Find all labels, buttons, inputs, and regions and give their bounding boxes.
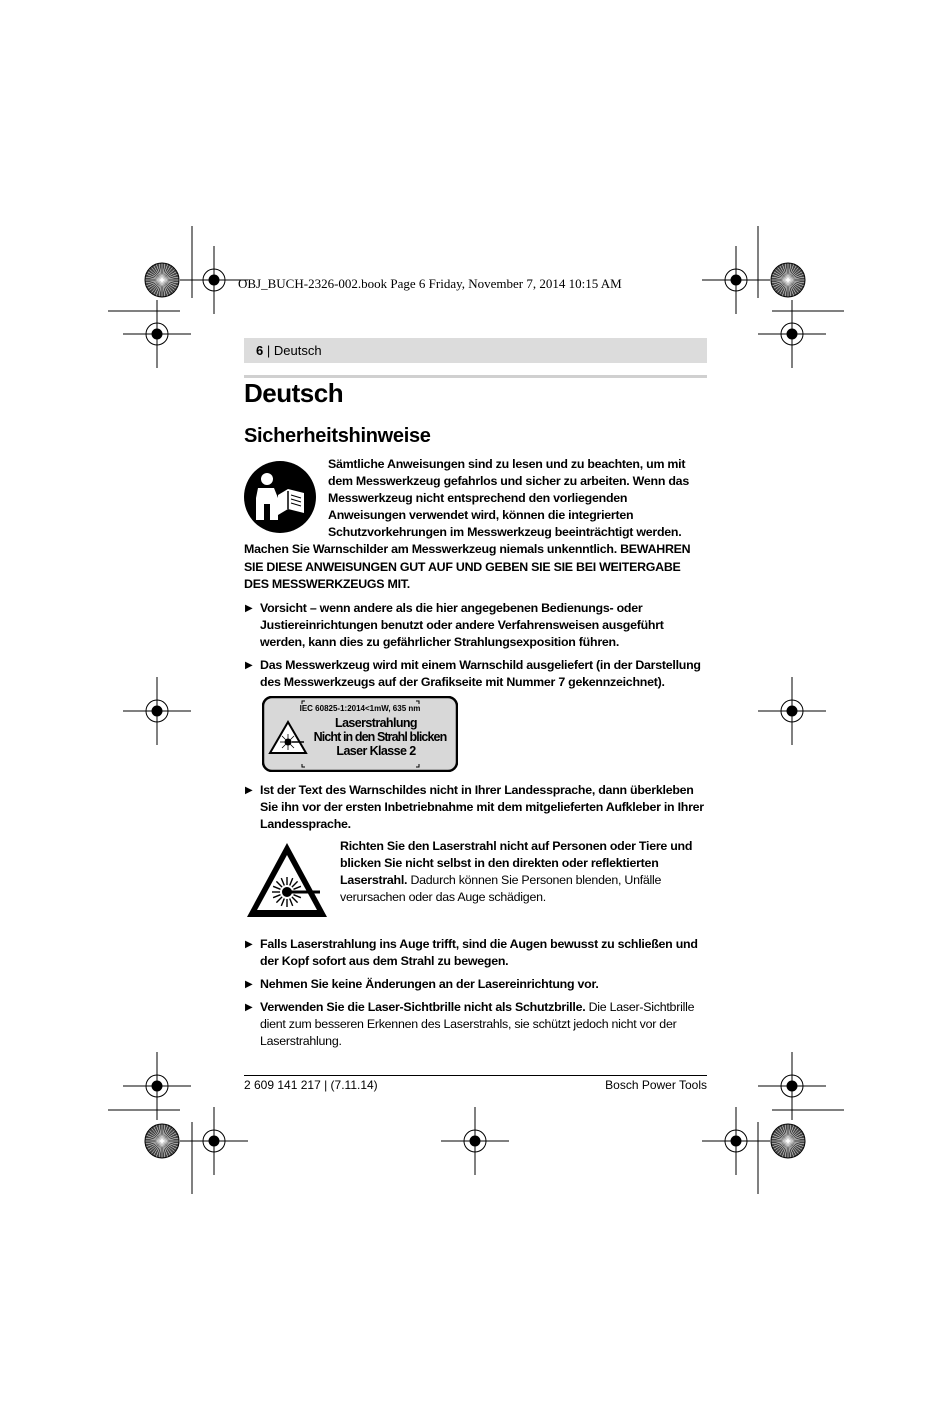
bullet-triangle-icon: ▶	[245, 1002, 253, 1014]
starburst-mark-icon	[145, 1124, 179, 1158]
page-header	[244, 338, 707, 363]
list-item	[244, 999, 707, 1050]
laser-warning-normal: Dadurch können Sie Personen blenden, Unfälle verursachen oder das Auge schädigen.	[340, 873, 662, 905]
section-title: Deutsch	[244, 378, 344, 408]
registration-crosshair-icon	[702, 1107, 770, 1175]
bullet-list-c	[244, 936, 707, 1057]
print-slug: OBJ_BUCH-2326-002.book Page 6 Friday, November 7, 2014 10:15 AM	[238, 276, 622, 291]
bullet-bold-text: Verwenden Sie die Laser-Sichtbrille nicht als Schutzbrille.	[260, 1000, 586, 1015]
label-line-2: Nicht in den Strahl blicken	[313, 730, 447, 744]
bullet-normal-text: Die Laser-Sichtbrille dient zum besseren Erkennen des Laserstrahls, sie schützt jedoch nicht vor der Laserstrahlung.	[260, 1000, 695, 1049]
registration-crosshair-icon	[123, 300, 191, 368]
bullet-triangle-icon: ▶	[245, 979, 253, 991]
footer-rule	[244, 1075, 707, 1076]
list-item	[244, 782, 707, 833]
intro-text: Sämtliche Anweisungen sind zu lesen und zu beachten, um mit dem Messwerkzeug gefahrlos und sicher zu arbeiten. Wenn das Messwerkzeug nicht entsprechend den vorliegenden Anweisungen verwendet wird, können die integrierten Schutzvorkehrungen im Messwerkzeug beeinträchtigt werden. Machen Sie Warnschilder am Messwerkzeug niemals unkenntlich. BEWAHREN SIE DIESE ANWEISUNGEN GUT AUF UND GEBEN SIE SIE BEI WEITERGABE DES MESSWERKZEUGS MIT.	[244, 457, 691, 591]
footer-brand: Bosch Power Tools	[605, 1078, 707, 1092]
label-spec-text: IEC 60825-1:2014<1mW, 635 nm	[299, 704, 421, 713]
bullet-bold-text: Das Messwerkzeug wird mit einem Warnschild ausgeliefert (in der Darstellung des Messwerkzeugs auf der Grafikseite mit Nummer 7 gekennzeichnet).	[260, 658, 701, 690]
footer-part-number: 2 609 141 217 | (7.11.14)	[244, 1078, 378, 1092]
bullet-list-a	[244, 600, 707, 697]
header-language: Deutsch	[273, 343, 322, 358]
label-line-1: Laserstrahlung	[335, 716, 417, 730]
bullet-triangle-icon: ▶	[245, 603, 253, 614]
laser-warning-block	[244, 838, 707, 926]
registration-crosshair-icon	[702, 246, 770, 314]
registration-crosshair-icon	[180, 1107, 248, 1175]
label-line-3: Laser Klasse 2	[336, 744, 416, 758]
list-item	[244, 976, 707, 993]
registration-crosshair-icon	[758, 677, 826, 745]
laser-hazard-icon	[244, 840, 330, 920]
page-number: 6	[256, 343, 264, 358]
bullet-triangle-icon: ▶	[245, 939, 253, 950]
section-subtitle: Sicherheitshinweise	[244, 425, 431, 447]
starburst-mark-icon	[771, 263, 805, 297]
laser-warning-bold: Richten Sie den Laserstrahl nicht auf Personen oder Tiere und blicken Sie nicht selbst in den direkten oder reflektierten Laserstrahl.	[340, 839, 693, 888]
starburst-mark-icon	[771, 1124, 805, 1158]
bullet-bold-text: Vorsicht – wenn andere als die hier angegebenen Bedienungs- oder Justiereinrichtungen benutzt oder andere Verfahrensweisen ausgeführt werden, kann dies zu gefährlicher Strahlungsexposition führen.	[260, 601, 664, 650]
bullet-bold-text: Nehmen Sie keine Änderungen an der Lasereinrichtung vor.	[260, 977, 599, 992]
read-manual-icon	[244, 461, 316, 533]
list-item	[244, 936, 707, 970]
bullet-triangle-icon: ▶	[245, 660, 253, 672]
bullet-bold-text: Ist der Text des Warnschildes nicht in Ihrer Landessprache, dann überkleben Sie ihn vor der ersten Inbetriebnahme mit dem mitgelieferten Aufkleber in Ihrer Landessprache.	[260, 783, 704, 832]
list-item	[244, 600, 707, 651]
intro-block	[244, 456, 707, 593]
starburst-mark-icon	[145, 263, 179, 297]
bullet-triangle-icon: ▶	[245, 785, 253, 796]
registration-crosshair-icon	[123, 677, 191, 745]
bullet-bold-text: Falls Laserstrahlung ins Auge trifft, sind die Augen bewusst zu schließen und der Kopf sofort aus dem Strahl zu bewegen.	[260, 937, 698, 969]
list-item	[244, 657, 707, 691]
bullet-list-b	[244, 782, 707, 839]
registration-crosshair-icon	[441, 1107, 509, 1175]
registration-crosshair-icon	[758, 300, 826, 368]
laser-warning-label	[262, 696, 458, 772]
header-separator: |	[266, 343, 271, 358]
